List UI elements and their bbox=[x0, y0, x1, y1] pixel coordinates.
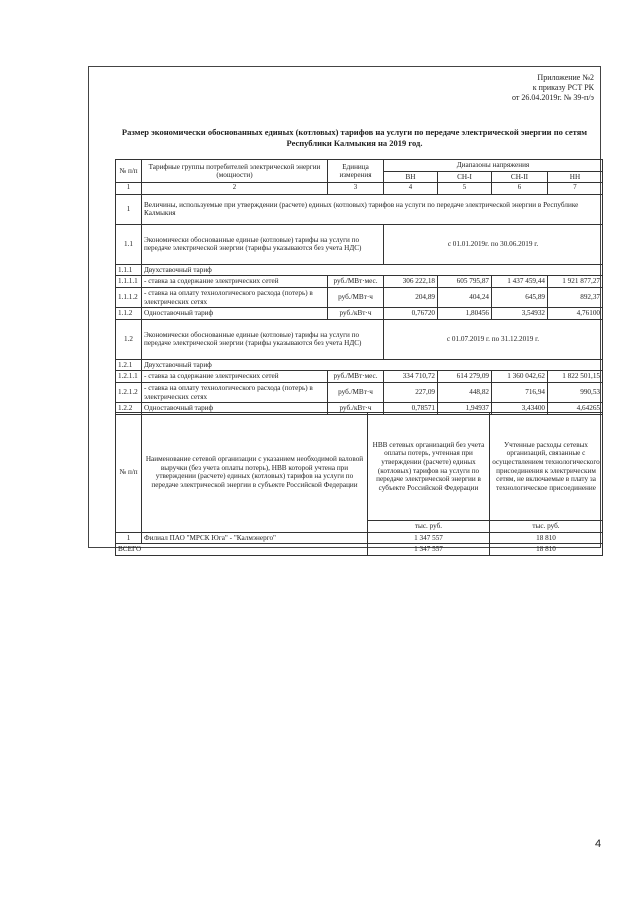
row-1-2-1-1-num: 1.2.1.1 bbox=[116, 371, 142, 383]
row-1-2-1-1-vn: 334 710,72 bbox=[384, 371, 438, 383]
colnum-7: 7 bbox=[548, 183, 603, 195]
nvv-total-nvv: 1 347 557 bbox=[368, 544, 490, 556]
tariff-table bbox=[115, 159, 603, 415]
row-1-2-2-sn2: 3,43400 bbox=[492, 403, 548, 415]
row-1-1-1-2-unit: руб./МВт·ч bbox=[328, 287, 384, 307]
row-1-1-1-1-sn1: 605 795,87 bbox=[438, 276, 492, 288]
row-1-2-period: с 01.07.2019 г. по 31.12.2019 г. bbox=[384, 319, 603, 359]
row-1-2-1-1-sn2: 1 360 042,62 bbox=[492, 371, 548, 383]
row-1-1-num: 1.1 bbox=[116, 224, 142, 264]
row-1-2-1-num: 1.2.1 bbox=[116, 359, 142, 371]
row-1-2-num: 1.2 bbox=[116, 319, 142, 359]
row-1-1-1-1-sn2: 1 437 459,44 bbox=[492, 276, 548, 288]
header-vn: ВН bbox=[384, 171, 438, 183]
colnum-4: 4 bbox=[384, 183, 438, 195]
nvv-unit-2: тыс. руб. bbox=[490, 521, 603, 533]
document-frame bbox=[88, 66, 601, 554]
nvv-header-nvv: НВВ сетевых организаций без учета оплаты потерь, учтенная при утверждении (расчете) единых (котловых) тарифов на услуги по передаче электрической энергии в субъекте Российской Федерации bbox=[368, 413, 490, 521]
row-1-text: Величины, используемые при утверждении (расчете) единых (котловых) тарифов на услуги по передаче электрической энергии в Республике Калмыкия bbox=[142, 194, 603, 224]
nvv-header-org: Наименование сетевой организации с указанием необходимой валовой выручки (без учета оплаты потерь), НВВ которой учтена при утверждении (расчете) единых (котловых) тарифов на услуги по передаче электрической энергии в субъекте Российской Федерации bbox=[142, 413, 368, 533]
row-1-num: 1 bbox=[116, 194, 142, 224]
nvv-row-num: 1 bbox=[116, 532, 142, 544]
appendix-line-2: к приказу РСТ РК bbox=[532, 83, 594, 92]
row-1-2-1-2-nn: 990,53 bbox=[548, 382, 603, 402]
header-sn1: СН-I bbox=[438, 171, 492, 183]
page-number: 4 bbox=[595, 838, 602, 850]
appendix-line-3: от 26.04.2019г. № 39-п/э bbox=[511, 93, 594, 102]
nvv-table bbox=[115, 412, 603, 556]
appendix-line-1: Приложение №2 bbox=[537, 73, 594, 82]
row-1-2-1-1-text: - ставка за содержание электрических сетей bbox=[142, 371, 328, 383]
header-ranges: Диапазоны напряжения bbox=[384, 160, 603, 172]
row-1-1-1-num: 1.1.1 bbox=[116, 264, 142, 276]
row-1-1-2-sn1: 1,80456 bbox=[438, 308, 492, 320]
row-1-2-1-1-unit: руб./МВт·мес. bbox=[328, 371, 384, 383]
row-1-1-2-sn2: 3,54932 bbox=[492, 308, 548, 320]
nvv-header-num: № п/п bbox=[116, 413, 142, 533]
row-1-2-2-num: 1.2.2 bbox=[116, 403, 142, 415]
row-1-2-2-vn: 0,78571 bbox=[384, 403, 438, 415]
row-1-2-1-2-unit: руб./МВт·ч bbox=[328, 382, 384, 402]
nvv-header-costs: Учтенные расходы сетевых организаций, связанные с осуществлением технологического присоединения к электрическим сетям, не включаемые в плату за технологическое присоединение bbox=[490, 413, 603, 521]
colnum-5: 5 bbox=[438, 183, 492, 195]
row-1-1-1-1-vn: 306 222,18 bbox=[384, 276, 438, 288]
row-1-2-1-2-vn: 227,09 bbox=[384, 382, 438, 402]
row-1-2-2-nn: 4,64265 bbox=[548, 403, 603, 415]
row-1-2-2-text: Одноставочный тариф bbox=[142, 403, 328, 415]
header-sn2: СН-II bbox=[492, 171, 548, 183]
nvv-row-name: Филиал ПАО "МРСК Юга" - "Калмэнерго" bbox=[142, 532, 368, 544]
row-1-1-period: с 01.01.2019г. по 30.06.2019 г. bbox=[384, 224, 603, 264]
header-unit: Единица измерения bbox=[328, 160, 384, 183]
document-title: Размер экономически обоснованных единых (котловых) тарифов на услуги по передаче электрической энергии по сетям Республики Калмыкия на 2019 год. bbox=[121, 127, 588, 148]
row-1-2-1-2-num: 1.2.1.2 bbox=[116, 382, 142, 402]
row-1-2-1-text: Двухставочный тариф bbox=[142, 359, 603, 371]
colnum-1: 1 bbox=[116, 183, 142, 195]
row-1-1-2-unit: руб./кВт·ч bbox=[328, 308, 384, 320]
row-1-1-1-text: Двухставочный тариф bbox=[142, 264, 603, 276]
row-1-2-1-1-nn: 1 822 501,15 bbox=[548, 371, 603, 383]
row-1-2-1-2-text: - ставка на оплату технологического расхода (потерь) в электрических сетях bbox=[142, 382, 328, 402]
nvv-row-nvv: 1 347 557 bbox=[368, 532, 490, 544]
colnum-2: 2 bbox=[142, 183, 328, 195]
header-group: Тарифные группы потребителей электрической энергии (мощности) bbox=[142, 160, 328, 183]
row-1-1-1-1-text: - ставка за содержание электрических сетей bbox=[142, 276, 328, 288]
nvv-row-cost: 18 810 bbox=[490, 532, 603, 544]
row-1-1-2-nn: 4,76100 bbox=[548, 308, 603, 320]
nvv-total-cost: 18 810 bbox=[490, 544, 603, 556]
nvv-total-label: ВСЕГО bbox=[116, 544, 368, 556]
nvv-unit-1: тыс. руб. bbox=[368, 521, 490, 533]
row-1-1-1-2-sn1: 404,24 bbox=[438, 287, 492, 307]
row-1-1-2-vn: 0,76720 bbox=[384, 308, 438, 320]
row-1-2-text: Экономически обоснованные единые (котловые) тарифы на услуги по передаче электрической энергии (тарифы указываются без учета НДС) bbox=[142, 319, 384, 359]
row-1-1-1-2-text: - ставка на оплату технологического расхода (потерь) в электрических сетях bbox=[142, 287, 328, 307]
row-1-1-1-1-unit: руб./МВт·мес. bbox=[328, 276, 384, 288]
row-1-1-1-1-nn: 1 921 877,27 bbox=[548, 276, 603, 288]
row-1-1-1-2-num: 1.1.1.2 bbox=[116, 287, 142, 307]
row-1-2-1-2-sn1: 448,82 bbox=[438, 382, 492, 402]
row-1-2-2-sn1: 1,94937 bbox=[438, 403, 492, 415]
row-1-1-2-num: 1.1.2 bbox=[116, 308, 142, 320]
row-1-1-1-2-nn: 892,37 bbox=[548, 287, 603, 307]
row-1-1-text: Экономически обоснованные единые (котловые) тарифы на услуги по передаче электрической энергии (тарифы указываются без учета НДС) bbox=[142, 224, 384, 264]
row-1-1-1-2-sn2: 645,89 bbox=[492, 287, 548, 307]
row-1-2-1-2-sn2: 716,94 bbox=[492, 382, 548, 402]
header-nn: НН bbox=[548, 171, 603, 183]
colnum-6: 6 bbox=[492, 183, 548, 195]
row-1-2-1-1-sn1: 614 279,09 bbox=[438, 371, 492, 383]
appendix-note bbox=[512, 73, 594, 103]
row-1-2-2-unit: руб./кВт·ч bbox=[328, 403, 384, 415]
header-num: № п/п bbox=[116, 160, 142, 183]
row-1-1-1-1-num: 1.1.1.1 bbox=[116, 276, 142, 288]
colnum-3: 3 bbox=[328, 183, 384, 195]
row-1-1-2-text: Одноставочный тариф bbox=[142, 308, 328, 320]
row-1-1-1-2-vn: 204,89 bbox=[384, 287, 438, 307]
